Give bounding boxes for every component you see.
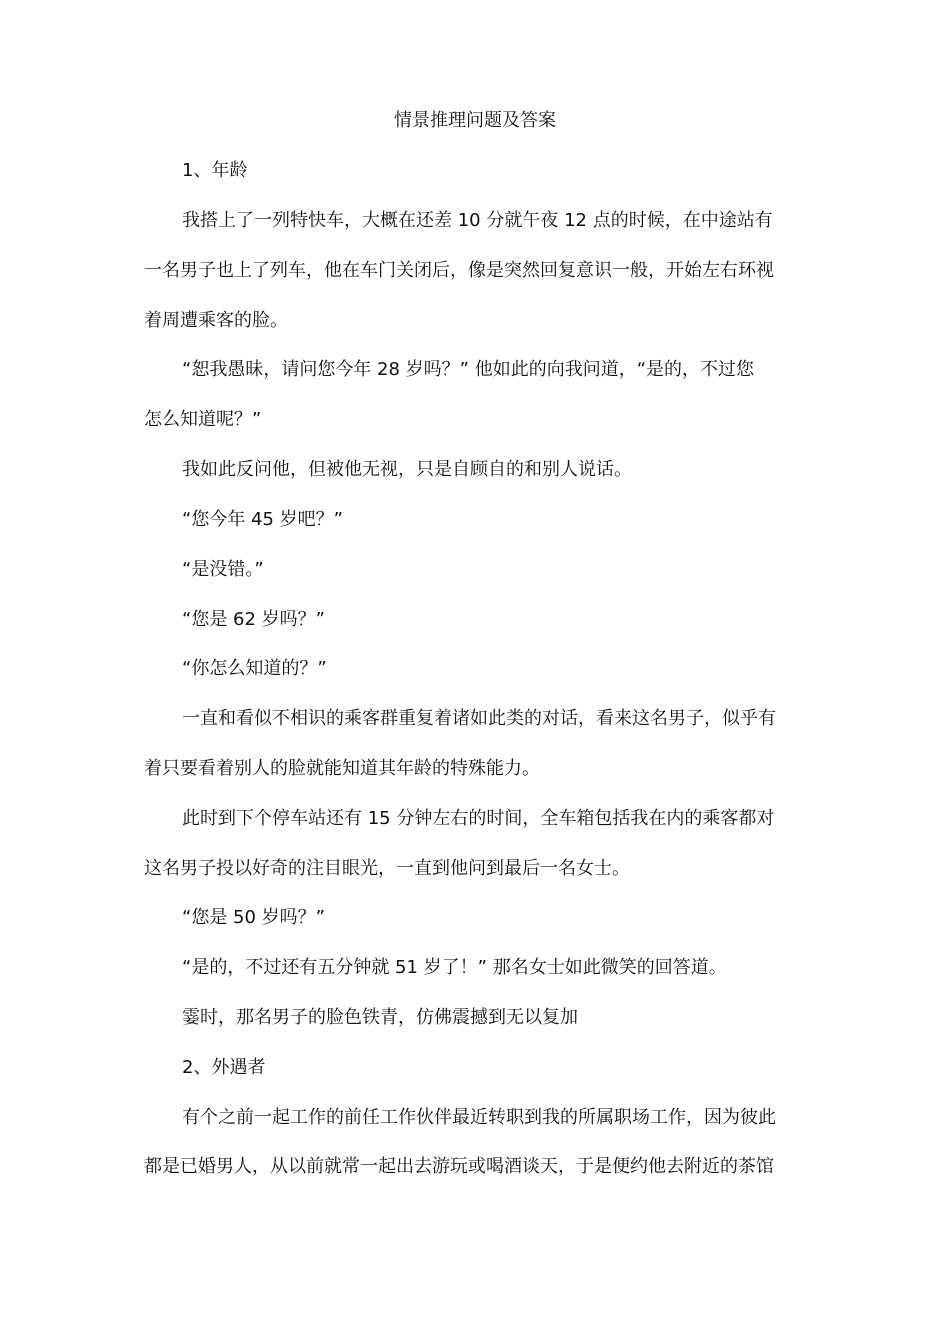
paragraph-line: “恕我愚昧，请问您今年 28 岁吗？” 他如此的向我问道，“是的，不过您 [182,359,755,380]
section-heading-age: 1、年龄 [182,160,248,181]
dialogue-line: “您是 62 岁吗？” [182,609,325,630]
section-heading-affair: 2、外遇者 [182,1057,266,1078]
dialogue-line: “是的，不过还有五分钟就 51 岁了！” 那名女士如此微笑的回答道。 [182,957,727,978]
paragraph-line: 我如此反问他，但被他无视，只是自顾自的和别人说话。 [182,459,632,480]
dialogue-line: “您是 50 岁吗？” [182,907,325,928]
dialogue-line: “您今年 45 岁吧？” [182,509,343,530]
dialogue-line: “是没错。” [182,559,264,580]
paragraph-line: 一直和看似不相识的乘客群重复着诸如此类的对话，看来这名男子，似乎有 [182,708,776,729]
paragraph-line: 怎么知道呢？” [144,409,262,430]
paragraph-line: 一名男子也上了列车，他在车门关闭后，像是突然回复意识一般，开始左右环视 [144,260,774,281]
paragraph-line: 着周遭乘客的脸。 [144,310,288,331]
paragraph-line: 此时到下个停车站还有 15 分钟左右的时间，全车箱包括我在内的乘客都对 [182,808,775,829]
paragraph-line: 有个之前一起工作的前任工作伙伴最近转职到我的所属职场工作，因为彼此 [182,1107,776,1128]
paragraph-line: 我搭上了一列特快车，大概在还差 10 分就午夜 12 点的时候，在中途站有 [182,210,773,231]
document-title: 情景推理问题及答案 [394,110,556,131]
paragraph-line: 着只要看着别人的脸就能知道其年龄的特殊能力。 [144,758,540,779]
paragraph-line: 霎时，那名男子的脸色铁青，仿佛震撼到无以复加 [182,1007,578,1028]
paragraph-line: 这名男子投以好奇的注目眼光，一直到他问到最后一名女士。 [144,858,630,879]
dialogue-line: “你怎么知道的？” [182,658,327,679]
paragraph-line: 都是已婚男人，从以前就常一起出去游玩或喝酒谈天，于是便约他去附近的茶馆 [144,1156,774,1177]
